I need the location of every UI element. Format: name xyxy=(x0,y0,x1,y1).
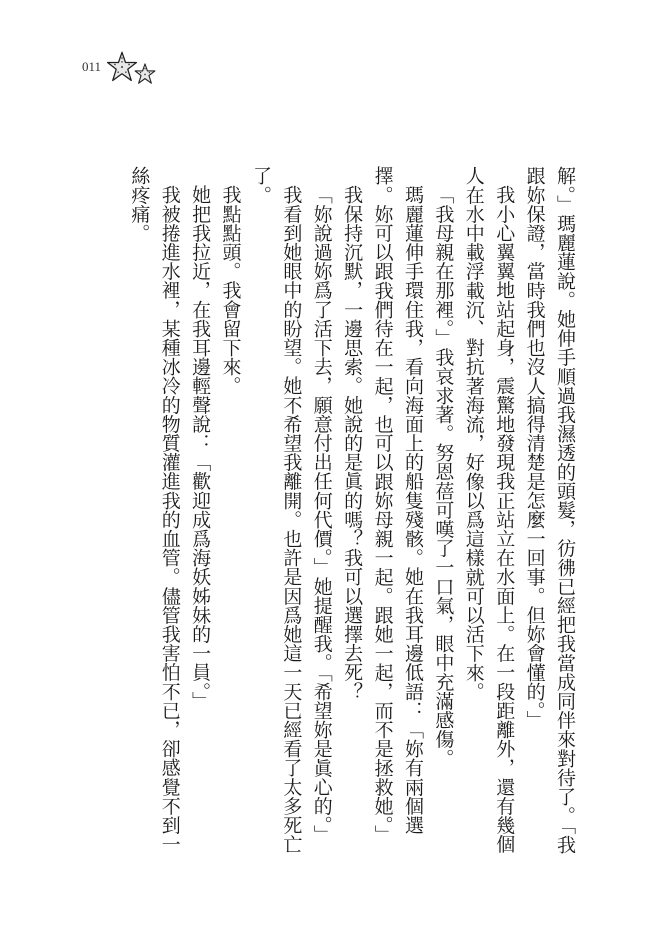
paragraph: 她把我拉近，在我耳邊輕聲說：「歡迎成爲海妖姊妹的一員。」 xyxy=(189,185,212,711)
paragraph: 「妳說過妳爲了活下去，願意付出任何代價。」她提醒我。「希望妳是眞心的。」 xyxy=(310,185,333,845)
paragraph: 我保持沉默，一邊思索。她說的是眞的嗎？我可以選擇去死？ xyxy=(341,185,364,701)
paragraph: 瑪麗蓮伸手環住我，看向海面上的船隻殘骸。她在我耳邊低語：「妳有兩個選擇。妳可以跟我們待在一起，也可以跟妳母親一起。跟她一起，而不是拯救她。」 xyxy=(371,166,424,845)
paragraph: 我小心翼翼地站起身，震驚地發現我正站立在水面上。在一段距離外，還有幾個人在水中載浮載沉、對抗著海流，好像以爲這樣就可以活下來。 xyxy=(462,166,516,854)
starfish-small-icon xyxy=(134,63,156,85)
paragraph: 我被捲進水裡，某種冰冷的物質灌進我的血管。儘管我害怕不已，卻感覺不到一絲疼痛。 xyxy=(128,166,181,854)
body-text xyxy=(128,166,580,856)
page-number: 011 xyxy=(82,59,102,74)
paragraph: 解。」瑪麗蓮說。她伸手順過我濕透的頭髮，彷彿已經把我當成同伴來對待了。「我跟妳保證，當時我們也沒人搞得清楚是怎麼一回事。但妳會懂的。」 xyxy=(523,166,576,854)
paragraph: 我點點頭。我會留下來。 xyxy=(219,185,242,396)
paragraph: 「我母親在那裡。」我哀求著。努恩蓓可嘆了一口氣，眼中充滿感傷。 xyxy=(432,185,455,768)
paragraph: 我看到她眼中的盼望。她不希望我離開。也許是因爲她這一天已經看了太多死亡了。 xyxy=(249,166,303,854)
